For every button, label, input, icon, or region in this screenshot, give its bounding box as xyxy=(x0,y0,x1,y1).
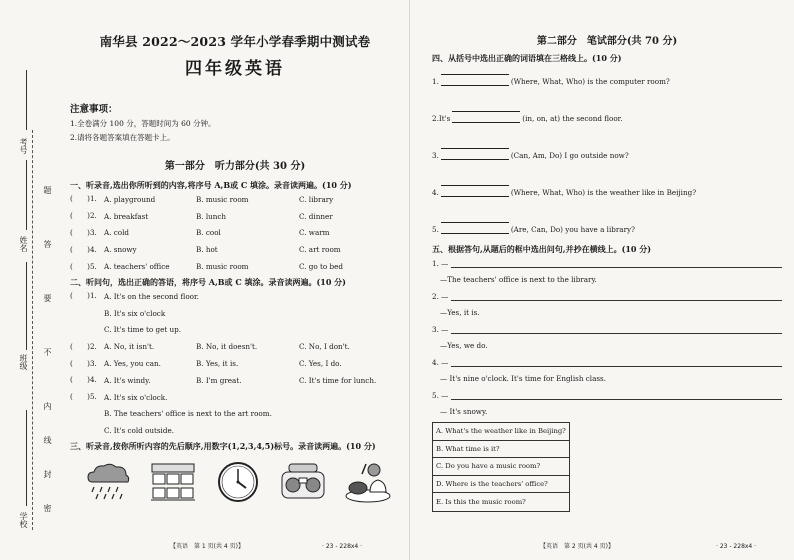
option-a: A. It's six o'clock. xyxy=(104,392,168,402)
xingming-line xyxy=(26,160,27,230)
question-row xyxy=(70,241,400,258)
section-4-title: 四、从括号中选出正确的词语填在三格线上。(10 分) xyxy=(432,53,622,63)
question-text: (in, on, at) the second floor. xyxy=(522,114,623,123)
answer-line[interactable] xyxy=(451,358,782,367)
question-line xyxy=(432,387,782,404)
question-number[interactable]: ( )4. xyxy=(70,244,97,254)
answer-line[interactable] xyxy=(451,259,782,268)
seal-char: 不 xyxy=(43,348,52,356)
section-1-title: 一、听录音,选出你所听到的内容,将序号 A,B或 C 填涂。录音读两遍。(10 分) xyxy=(70,180,352,190)
computer-room-icon xyxy=(149,460,197,504)
question-row xyxy=(70,225,400,242)
question-line xyxy=(432,321,782,338)
question-number[interactable]: ( )4. xyxy=(70,375,97,385)
question-number: 2. xyxy=(432,114,439,123)
option-a: A. It's on the second floor. xyxy=(104,291,199,301)
option-a: A. breakfast xyxy=(104,211,149,221)
question-row xyxy=(70,258,400,275)
choice-option: A. What's the weather like in Beijing? xyxy=(433,423,569,441)
banji-label: 班级 xyxy=(19,354,28,370)
section-3-title: 三、听录音,按你所听内容的先后顺序,用数字(1,2,3,4,5)标号。录音读两遍。(10 分) xyxy=(70,441,376,452)
question-number[interactable]: ( )1. xyxy=(70,291,97,301)
picture-row xyxy=(70,460,400,504)
answer-text: — It's nine o'clock. It's time for English class. xyxy=(440,374,607,384)
question-row xyxy=(70,288,400,305)
question-row xyxy=(70,338,400,355)
xuexiao-label: 学校 xyxy=(19,512,28,528)
option-b: B. The teachers' office is next to the art room. xyxy=(104,409,272,419)
option-c: C. library xyxy=(299,194,334,204)
answer-text: —The teachers' office is next to the library. xyxy=(440,275,597,285)
option-a: A. snowy xyxy=(104,245,137,255)
rain-cloud-icon xyxy=(84,460,132,504)
section-5-title: 五、根据答句,从题后的框中选出问句,并抄在横线上。(10 分) xyxy=(432,244,652,254)
option-c: C. Yes, I do. xyxy=(299,359,342,369)
question-number: 3. xyxy=(432,151,439,160)
xingming-label: 姓名 xyxy=(19,236,28,252)
seal-char: 要 xyxy=(43,294,52,302)
option-c: C. It's time for lunch. xyxy=(299,375,377,385)
seal-char: 题 xyxy=(43,186,52,194)
question-number: 1. xyxy=(432,77,439,86)
option-b: B. hot xyxy=(196,245,218,255)
answer-text: —Yes, it is. xyxy=(440,308,480,318)
answer-text: — It's snowy. xyxy=(440,407,488,417)
seal-char: 答 xyxy=(43,240,52,248)
option-b: B. music room xyxy=(196,262,249,272)
option-c: C. dinner xyxy=(299,211,333,221)
option-a: A. cold xyxy=(104,228,130,238)
fill-question xyxy=(432,86,782,123)
choice-box xyxy=(432,422,570,512)
option-c: C. No, I don't. xyxy=(299,342,350,352)
question-prefix: It's xyxy=(438,114,451,123)
page-1-content xyxy=(70,32,400,504)
question-text: (Where, What, Who) is the weather like in Beijing? xyxy=(510,188,697,197)
exam-subtitle: 四年级英语 xyxy=(185,59,285,79)
question-row xyxy=(70,372,400,389)
option-b: B. It's six o'clock xyxy=(104,308,166,318)
option-b: B. music room xyxy=(196,194,249,204)
question-number: 3. — xyxy=(432,324,449,334)
note-2: 2.请将各题答案填在答题卡上。 xyxy=(70,133,175,142)
question-text: (Where, What, Who) is the computer room? xyxy=(510,77,670,86)
question-line xyxy=(432,255,782,272)
answer-line[interactable] xyxy=(451,325,782,334)
question-text: (Can, Am, Do) I go outside now? xyxy=(510,151,629,160)
answer-line[interactable] xyxy=(451,391,782,400)
notes-title: 注意事项： xyxy=(70,104,118,115)
question-number: 5. xyxy=(432,225,439,234)
fill-question xyxy=(432,123,782,160)
question-text: (Are, Can, Do) you have a library? xyxy=(510,225,635,234)
option-c: C. It's cold outside. xyxy=(104,426,174,436)
answer-blank[interactable] xyxy=(441,227,509,234)
question-row xyxy=(70,208,400,225)
fill-question xyxy=(432,64,782,86)
footer-page-label: 【英语 第 2 页(共 4 页)】 xyxy=(540,543,614,550)
option-c: C. go to bed xyxy=(299,262,343,272)
question-number: 2. — xyxy=(432,291,449,301)
option-b: B. cool xyxy=(196,228,221,238)
question-number: 1. — xyxy=(432,258,449,268)
question-number[interactable]: ( )2. xyxy=(70,211,97,221)
seal-line xyxy=(32,130,33,530)
choice-option: E. Is this the music room? xyxy=(436,498,526,507)
question-line xyxy=(432,288,782,305)
question-number: 5. — xyxy=(432,390,449,400)
page-2 xyxy=(410,0,794,560)
option-b: B. I'm great. xyxy=(196,375,242,385)
choice-option: C. Do you have a music room? xyxy=(433,458,569,476)
option-a: A. teachers' office xyxy=(104,262,170,272)
option-c: C. art room xyxy=(299,245,341,255)
question-number[interactable]: ( )5. xyxy=(70,261,97,271)
seal-char: 封 xyxy=(43,470,52,478)
radio-icon xyxy=(279,460,327,504)
question-number[interactable]: ( )3. xyxy=(70,227,97,237)
meal-icon xyxy=(344,460,392,504)
section-2-title: 二、听问句，选出正确的答语，将序号 A,B或 C 填涂。录音读两遍。(10 分) xyxy=(70,276,346,287)
question-number[interactable]: ( )2. xyxy=(70,341,97,351)
question-line xyxy=(432,354,782,371)
question-row xyxy=(70,191,400,208)
question-number: 4. xyxy=(432,188,439,197)
footer-page-label: 【英语 第 1 页(共 4 页)】 xyxy=(170,543,244,550)
kaohao-label: 考号 xyxy=(19,138,28,154)
page-2-content xyxy=(432,32,782,512)
binding-margin xyxy=(0,0,64,560)
footer-code: · 23 - 228x4 · xyxy=(322,543,363,550)
answer-blank[interactable] xyxy=(452,116,520,123)
kaohao-line xyxy=(26,70,27,130)
answer-blank[interactable] xyxy=(441,190,509,197)
option-c: C. It's time to get up. xyxy=(104,325,182,335)
option-a: A. It's windy. xyxy=(104,375,151,385)
seal-char: 内 xyxy=(43,402,52,410)
option-a: A. No, it isn't. xyxy=(104,342,155,352)
option-a: A. playground xyxy=(104,194,156,204)
clock-icon xyxy=(214,460,262,504)
part-2-title: 第二部分 笔试部分(共 70 分) xyxy=(536,36,678,47)
part-1-title: 第一部分 听力部分(共 30 分) xyxy=(164,161,306,172)
footer-code: · 23 - 228x4 · xyxy=(716,543,757,550)
seal-char: 线 xyxy=(43,436,52,444)
question-number[interactable]: ( )1. xyxy=(70,194,97,204)
fill-question xyxy=(432,197,782,234)
option-b: B. No, it doesn't. xyxy=(196,342,258,352)
choice-option: D. Where is the teachers' office? xyxy=(433,476,569,494)
fill-question xyxy=(432,160,782,197)
question-number[interactable]: ( )5. xyxy=(70,392,97,402)
question-number[interactable]: ( )3. xyxy=(70,358,97,368)
seal-char: 密 xyxy=(43,504,52,512)
option-b: B. Yes, it is. xyxy=(196,359,239,369)
question-number: 4. — xyxy=(432,357,449,367)
option-c: C. warm xyxy=(299,228,330,238)
answer-blank[interactable] xyxy=(441,79,509,86)
option-b: B. lunch xyxy=(196,211,227,221)
question-row xyxy=(70,389,400,406)
answer-blank[interactable] xyxy=(441,153,509,160)
note-1: 1.全卷满分 100 分，答题时间为 60 分钟。 xyxy=(70,119,216,128)
answer-text: —Yes, we do. xyxy=(440,341,488,351)
choice-option: B. What time is it? xyxy=(433,441,569,459)
question-row xyxy=(70,355,400,372)
xuexiao-line xyxy=(26,410,27,506)
option-a: A. Yes, you can. xyxy=(104,359,161,369)
banji-line xyxy=(26,262,27,350)
answer-line[interactable] xyxy=(451,292,782,301)
exam-title: 南华县 2022～2023 学年小学春季期中测试卷 xyxy=(99,34,371,49)
